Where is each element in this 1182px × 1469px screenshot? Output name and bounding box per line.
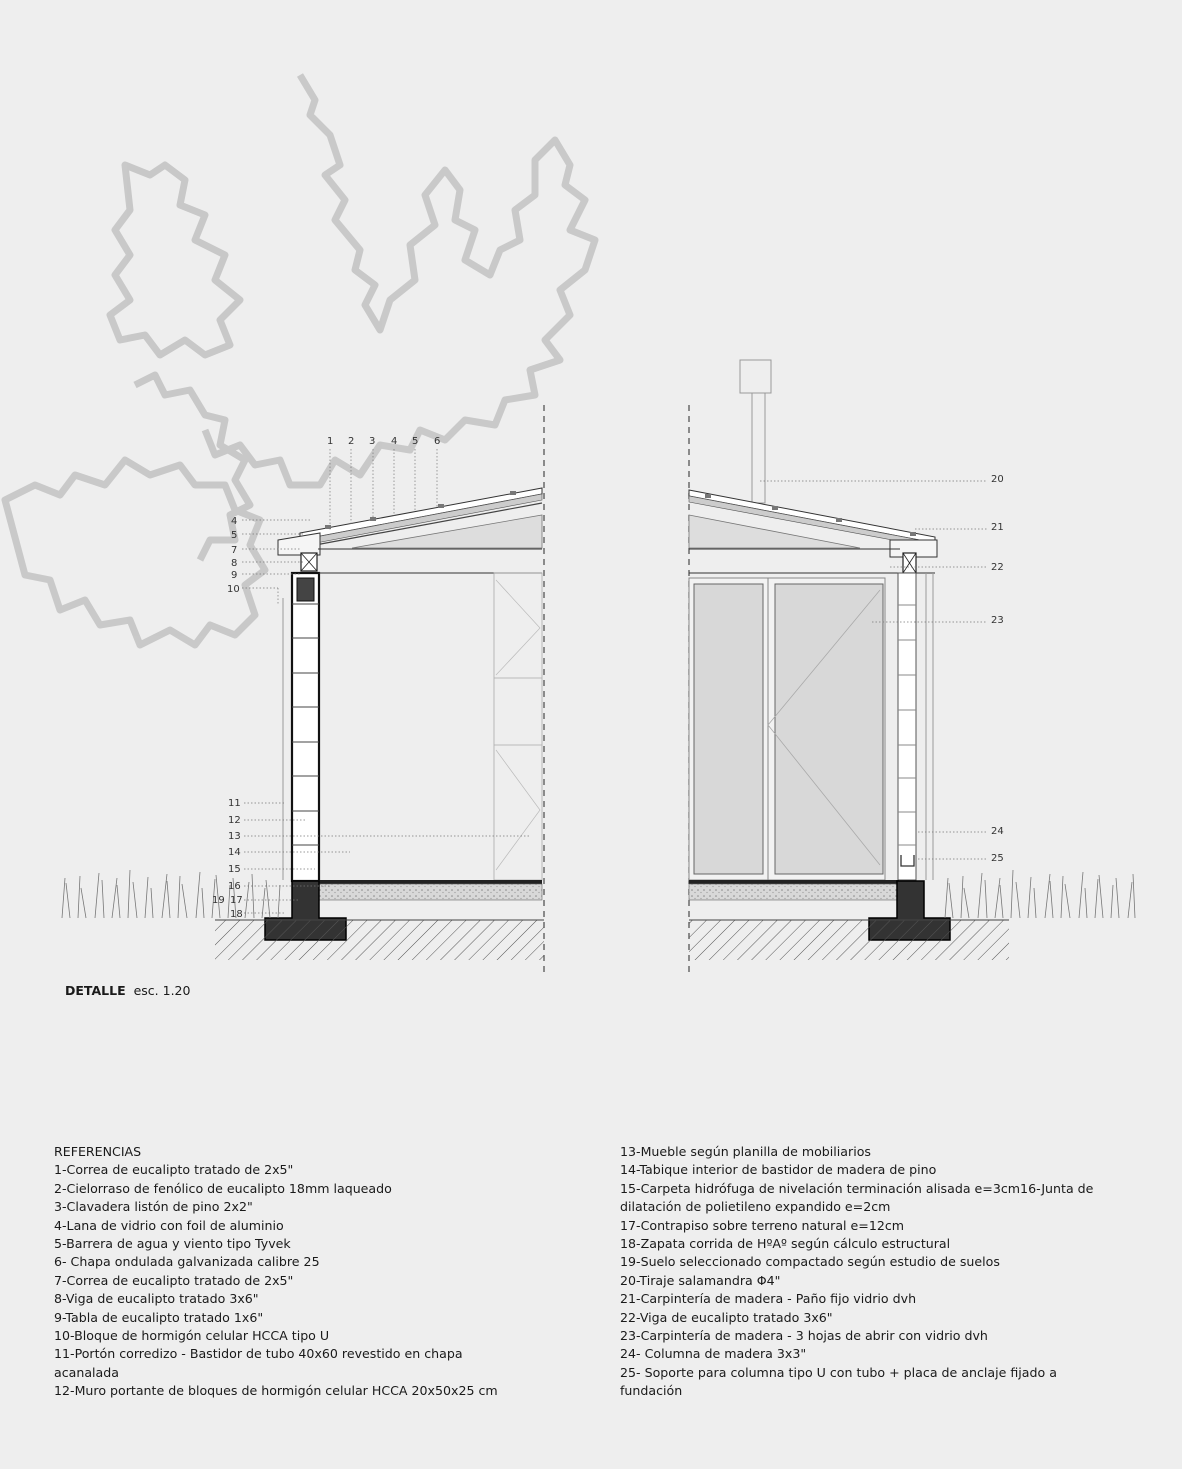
callout-9: 9 — [231, 570, 238, 581]
reference-item: 2-Cielorraso de fenólico de eucalipto 18mm laqueado — [54, 1180, 392, 1196]
callout-8: 8 — [231, 558, 238, 569]
callout-5: 5 — [412, 436, 419, 447]
reference-item: 6- Chapa ondulada galvanizada calibre 25 — [54, 1254, 320, 1270]
references-left-column — [54, 1143, 524, 1401]
left-section — [215, 405, 544, 975]
callout-3: 3 — [369, 436, 376, 447]
reference-item: 5-Barrera de agua y viento tipo Tyvek — [54, 1236, 291, 1252]
callout-19: 19 — [212, 895, 225, 906]
reference-item: 10-Bloque de hormigón celular HCCA tipo U — [54, 1328, 330, 1344]
callout-14: 14 — [228, 847, 241, 858]
tree-silhouette — [5, 75, 595, 645]
callout-10: 10 — [227, 584, 240, 595]
reference-item: 11-Portón corredizo - Bastidor de tubo 40x60 revestido en chapa acanalada — [54, 1346, 463, 1380]
callout-12: 12 — [228, 815, 241, 826]
callout-17: 17 — [230, 895, 243, 906]
callout-18: 18 — [230, 909, 243, 920]
reference-item: 17-Contrapiso sobre terreno natural e=12cm — [620, 1217, 905, 1233]
reference-item: 18-Zapata corrida de HºAº según cálculo estructural — [620, 1236, 951, 1252]
reference-item: 3-Clavadera listón de pino 2x2" — [54, 1199, 253, 1215]
callout-24: 24 — [991, 826, 1004, 837]
reference-item: 12-Muro portante de bloques de hormigón celular HCCA 20x50x25 cm — [54, 1383, 498, 1399]
callout-15: 15 — [228, 864, 241, 875]
reference-item: 1-Correa de eucalipto tratado de 2x5" — [54, 1162, 294, 1178]
reference-item: 13-Mueble según planilla de mobiliarios — [620, 1144, 871, 1159]
callout-7: 7 — [231, 545, 238, 556]
reference-item: 19-Suelo seleccionado compactado según estudio de suelos — [620, 1254, 1000, 1270]
callout-25: 25 — [991, 853, 1004, 864]
detail-scale-label — [65, 983, 190, 998]
reference-item: 24- Columna de madera 3x3" — [620, 1346, 807, 1362]
callout-2: 2 — [348, 436, 355, 447]
reference-item: 23-Carpintería de madera - 3 hojas de abrir con vidrio dvh — [620, 1328, 988, 1344]
callout-22: 22 — [991, 562, 1004, 573]
callout-23: 23 — [991, 615, 1004, 626]
detail-title: DETALLE — [65, 983, 126, 998]
references-right-column — [620, 1143, 1120, 1401]
reference-item: 9-Tabla de eucalipto tratado 1x6" — [54, 1309, 264, 1325]
callout-6: 6 — [434, 436, 441, 447]
reference-item: 7-Correa de eucalipto tratado de 2x5" — [54, 1272, 294, 1288]
grass-right — [945, 870, 1135, 918]
callout-1: 1 — [327, 436, 334, 447]
reference-item: 15-Carpeta hidrófuga de nivelación terminación alisada e=3cm16-Junta de dilatación de polietileno expandido e=2cm — [620, 1180, 1094, 1215]
reference-item: 8-Viga de eucalipto tratado 3x6" — [54, 1291, 259, 1307]
reference-item: 25- Soporte para columna tipo U con tubo + placa de anclaje fijado a fundación — [620, 1364, 1057, 1399]
callout-4: 4 — [391, 436, 398, 447]
callout-20: 20 — [991, 474, 1004, 485]
reference-item: 14-Tabique interior de bastidor de madera de pino — [620, 1162, 937, 1178]
detail-scale: esc. 1.20 — [133, 983, 191, 998]
reference-item: 20-Tiraje salamandra Φ4" — [620, 1272, 781, 1288]
callout-4-side: 4 — [231, 516, 238, 527]
reference-item: 22-Viga de eucalipto tratado 3x6" — [620, 1309, 833, 1325]
references-title: REFERENCIAS — [54, 1144, 142, 1159]
callout-5-side: 5 — [231, 530, 238, 541]
grass-left — [62, 870, 280, 918]
callout-11: 11 — [228, 798, 241, 809]
reference-item: 21-Carpintería de madera - Paño fijo vidrio dvh — [620, 1291, 917, 1307]
callout-21: 21 — [991, 522, 1004, 533]
callout-13: 13 — [228, 831, 241, 842]
reference-item: 4-Lana de vidrio con foil de aluminio — [54, 1217, 284, 1233]
callout-16: 16 — [228, 881, 241, 892]
right-section — [689, 360, 1009, 975]
